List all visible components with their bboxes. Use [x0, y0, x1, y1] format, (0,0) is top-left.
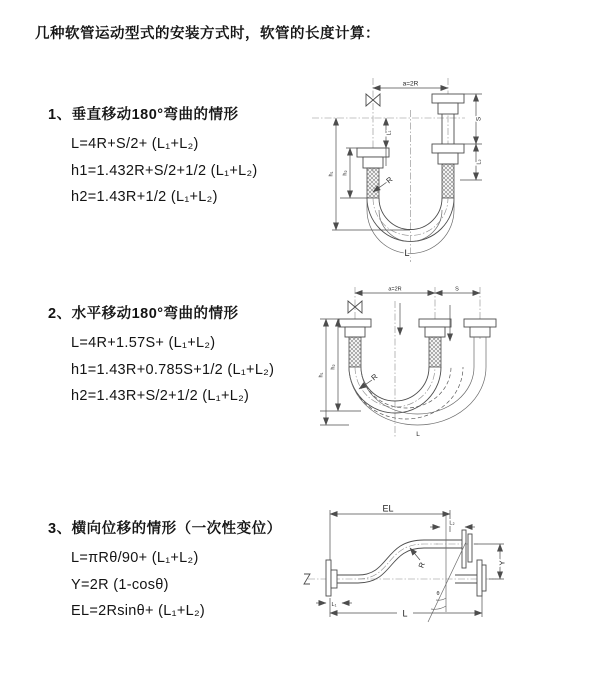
flange-left	[339, 319, 371, 327]
formula-3-Y: Y=2R (1-cosθ)	[71, 576, 169, 593]
section-3	[48, 517, 282, 625]
braided-hose-middle	[429, 337, 441, 367]
dim-label-s: S	[455, 286, 459, 293]
dim-label-l2: L₂	[449, 520, 455, 527]
dim-label-a: a=2R	[402, 80, 419, 88]
radius-leader	[359, 380, 372, 389]
formula-1-h2: h2=1.43R+1/2 (L₁+L₂)	[71, 189, 218, 205]
dim-label-y: Y	[497, 560, 507, 566]
dim-label-l: L	[402, 608, 408, 619]
dim-label-l1: L₁	[331, 602, 337, 608]
theta-arc-1	[436, 598, 446, 600]
flange-right-moved-hub	[470, 327, 490, 337]
formula-1-h1: h1=1.432R+S/2+1/2 (L₁+L₂)	[71, 162, 258, 179]
section-3-heading: 3、横向位移的情形（一次性变位）	[48, 521, 282, 537]
page-title: 几种软管运动型式的安装方式时，软管的长度计算：	[35, 26, 380, 42]
ext-lines-right	[460, 94, 482, 180]
formula-1-L: L=4R+S/2+ (L₁+L₂)	[71, 136, 199, 152]
section-1-heading: 1、垂直移动180°弯曲的情形	[48, 107, 239, 123]
flange-right-upper	[432, 94, 464, 103]
flange-left-plate	[326, 560, 331, 596]
flange-right-lower-hub	[438, 153, 458, 164]
section-1	[48, 103, 258, 211]
flange-bottom-right-plate2	[482, 565, 486, 591]
dim-label-h2: h₂	[342, 170, 349, 176]
radius-label: R	[369, 371, 380, 383]
flange-left-hub	[345, 327, 365, 337]
section-2-heading: 2、水平移动180°弯曲的情形	[48, 306, 239, 322]
pipe-right-walls	[474, 337, 486, 367]
flange-middle-hub	[425, 327, 445, 337]
flange-right-moved	[464, 319, 496, 327]
theta-label: θ	[436, 591, 440, 597]
theta-arc-2	[431, 606, 446, 609]
dim-label-l2: L₂	[476, 159, 483, 165]
radius-label: R	[416, 561, 427, 570]
braided-hose-left	[349, 337, 361, 367]
flange-left	[357, 148, 389, 157]
dim-label-el: EL	[382, 503, 394, 514]
flange-bottom-right-plate	[477, 560, 482, 596]
centerlines	[355, 287, 480, 438]
braided-hose-left	[367, 168, 379, 198]
formula-2-h1: h1=1.43R+0.785S+1/2 (L₁+L₂)	[71, 361, 275, 378]
dim-label-l1: L₁	[386, 130, 393, 136]
radius-leader	[410, 548, 420, 560]
ext-lines-el	[330, 510, 450, 560]
section-2	[48, 302, 274, 410]
dim-label-h1: h₁	[318, 372, 325, 378]
diagram-horizontal-180-bend	[310, 283, 600, 445]
hose-u-bend-intermediate	[349, 367, 463, 419]
diagram-vertical-180-bend	[310, 72, 600, 267]
braided-hose-right	[442, 164, 454, 198]
flange-top-right-plate2	[468, 534, 472, 562]
radius-construction-line	[428, 542, 466, 622]
radius-label: R	[384, 174, 395, 186]
formula-2-h2: h2=1.43R+S/2+1/2 (L₁+L₂)	[71, 388, 250, 404]
hose-s-curve	[358, 540, 443, 583]
dim-label-h1: h₁	[328, 171, 335, 177]
diagram-lateral-displacement	[300, 500, 600, 650]
formula-3-L: L=πRθ/90+ (L₁+L₂)	[71, 550, 199, 566]
formula-3-EL: EL=2Rsinθ+ (L₁+L₂)	[71, 603, 206, 619]
length-label: L	[404, 248, 410, 258]
flange-left-hub	[331, 570, 337, 588]
dim-label-s: S	[475, 116, 483, 122]
dim-label-a: a=2R	[388, 286, 402, 293]
flange-right-lower	[432, 144, 464, 153]
length-label: L	[416, 431, 420, 438]
flange-right-upper-hub	[438, 103, 458, 114]
flange-left-hub	[363, 157, 383, 168]
flange-middle	[419, 319, 451, 327]
formula-2-L: L=4R+1.57S+ (L₁+L₂)	[71, 335, 216, 351]
dim-label-h2: h₂	[330, 364, 337, 370]
